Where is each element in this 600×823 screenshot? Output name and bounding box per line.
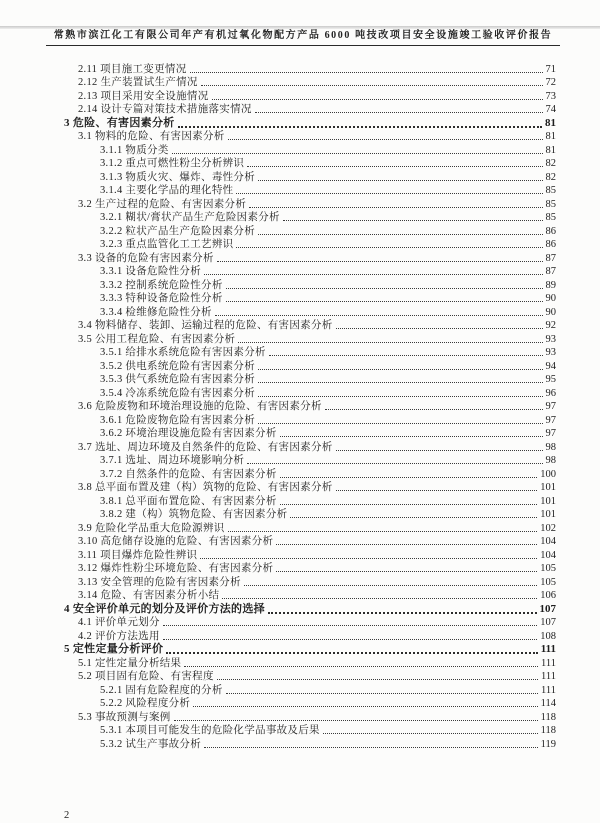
- toc-entry-page: 90: [545, 293, 556, 304]
- toc-entry-label: 3.10 高危储存设施的危险、有害因素分析: [78, 536, 274, 547]
- toc-entry-page: 104: [540, 549, 556, 561]
- toc-entry-page: 101: [540, 509, 556, 520]
- toc-leader-dots: [178, 126, 542, 128]
- toc-entry: [100, 346, 556, 360]
- toc-entry: [78, 575, 556, 589]
- toc-leader-dots: [217, 261, 543, 262]
- toc-entry: [100, 737, 556, 751]
- toc-entry-page: 111: [540, 643, 556, 655]
- toc-entry-page: 111: [541, 671, 556, 682]
- toc-entry-page: 87: [545, 252, 556, 264]
- toc-entry-label: 3 危险、有害因素分析: [64, 116, 175, 129]
- toc-leader-dots: [217, 679, 538, 680]
- document-page: [0, 26, 600, 821]
- toc-entry-label: 5.3 事故预测与案例: [78, 711, 171, 723]
- toc-entry-label: 5.2 项目固有危险、有害程度: [78, 671, 214, 682]
- toc-entry-label: 5.1 定性定量分析结果: [78, 657, 182, 669]
- toc-entry: [78, 521, 556, 535]
- toc-entry: [100, 373, 556, 387]
- toc-entry-label: 3.1.4 主要化学品的理化特性: [100, 185, 234, 196]
- scan-edge-top: [0, 26, 600, 29]
- toc-entry-label: 3.5.3 供气系统危险有害因素分析: [100, 374, 256, 385]
- toc-entry-label: 3.5.4 冷冻系统危险有害因素分析: [100, 387, 256, 399]
- toc-entry-page: 85: [545, 212, 556, 223]
- toc-entry-label: 5.2.2 风险程度分析: [100, 698, 191, 709]
- toc-entry-page: 93: [545, 347, 556, 358]
- toc-entry: [100, 184, 556, 198]
- toc-entry-page: 101: [540, 482, 556, 493]
- toc-entry-page: 94: [545, 360, 556, 372]
- toc-entry-label: 3.1.1 物质分类: [100, 144, 169, 156]
- toc-entry-label: 2.12 生产装置试生产情况: [78, 77, 198, 88]
- toc-entry: [78, 481, 556, 495]
- toc-entry: [78, 670, 556, 684]
- toc-entry-page: 107: [540, 617, 556, 628]
- toc-leader-dots: [174, 720, 538, 721]
- page-number: 2: [64, 810, 70, 821]
- toc-entry: [78, 629, 556, 643]
- toc-entry-page: 85: [545, 185, 556, 196]
- toc-leader-dots: [222, 598, 537, 599]
- toc-entry-label: 3.5.2 供电系统危险有害因素分析: [100, 360, 256, 372]
- toc-entry-label: 3.11 项目爆炸危险性辨识: [78, 549, 198, 561]
- toc-entry-label: 5.3.2 试生产事故分析: [100, 738, 202, 750]
- toc-entry: [100, 724, 556, 738]
- toc-entry: [64, 643, 556, 657]
- toc-entry: [78, 548, 556, 562]
- toc-leader-dots: [258, 369, 542, 370]
- toc-entry: [100, 683, 556, 697]
- toc-entry-page: 93: [545, 333, 556, 345]
- toc-entry: [78, 197, 556, 211]
- toc-entry: [100, 467, 556, 481]
- toc-entry: [78, 440, 556, 454]
- toc-leader-dots: [228, 139, 543, 140]
- toc-entry-label: 3.6.2 环境治理设施危险有害因素分析: [100, 428, 277, 439]
- toc-leader-dots: [249, 207, 542, 208]
- toc-entry-label: 4.1 评价单元划分: [78, 617, 160, 628]
- toc-leader-dots: [201, 85, 543, 86]
- toc-entry: [100, 413, 556, 427]
- toc-entry: [78, 535, 556, 549]
- toc-entry-page: 97: [545, 414, 556, 426]
- toc-leader-dots: [325, 409, 543, 410]
- toc-entry-label: 3.7.2 自然条件的危险、有害因素分析: [100, 468, 277, 480]
- toc-entry: [78, 616, 556, 630]
- toc-entry-label: 3.13 安全管理的危险有害因素分析: [78, 576, 241, 588]
- toc-entry-label: 2.14 设计专篇对策技术措施落实情况: [78, 104, 252, 115]
- toc-leader-dots: [200, 558, 537, 559]
- toc-entry-label: 3.2.2 粒状产品生产危险因素分析: [100, 225, 256, 237]
- toc-entry-page: 118: [540, 725, 556, 736]
- toc-entry: [100, 697, 556, 711]
- toc-entry: [100, 224, 556, 238]
- toc-leader-dots: [283, 220, 543, 221]
- toc-entry-label: 3.5.1 给排水系统危险有害因素分析: [100, 347, 266, 358]
- toc-entry-label: 3.14 危险、有害因素分析小结: [78, 590, 220, 601]
- toc-entry: [100, 265, 556, 279]
- report-header-title: 常熟市滨江化工有限公司年产有机过氧化物配方产品 6000 吨技改项目安全设施竣工验收评价报告: [46, 26, 560, 46]
- toc-entry: [78, 76, 556, 90]
- toc-leader-dots: [163, 625, 538, 626]
- toc-entry: [100, 359, 556, 373]
- toc-entry-label: 2.13 项目采用安全设施情况: [78, 90, 209, 102]
- toc-entry-page: 102: [540, 522, 556, 534]
- toc-leader-dots: [204, 274, 542, 275]
- toc-entry-page: 86: [545, 239, 556, 250]
- toc-entry-page: 92: [545, 320, 556, 331]
- toc-entry-page: 81: [545, 144, 556, 156]
- toc-entry: [78, 89, 556, 103]
- toc-entry-page: 97: [545, 401, 556, 412]
- toc-entry-page: 90: [545, 306, 556, 318]
- toc-entry-page: 97: [545, 428, 556, 439]
- toc-entry: [100, 157, 556, 171]
- toc-leader-dots: [258, 396, 542, 397]
- toc-entry-label: 3.3.1 设备危险性分析: [100, 266, 202, 277]
- toc-leader-dots: [172, 153, 543, 154]
- toc-leader-dots: [247, 463, 542, 464]
- toc-entry-label: 3.3.3 特种设备危险性分析: [100, 293, 223, 304]
- toc-entry-label: 3.9 危险化学品重大危险源辨识: [78, 522, 225, 534]
- toc-leader-dots: [269, 355, 543, 356]
- toc-leader-dots: [236, 247, 542, 248]
- toc-entry-label: 3.1.2 重点可燃性粉尘分析辨识: [100, 158, 245, 169]
- toc-entry-page: 119: [540, 738, 556, 750]
- toc-entry: [100, 170, 556, 184]
- toc-entry: [78, 656, 556, 670]
- toc-entry-page: 98: [545, 441, 556, 453]
- toc-leader-dots: [258, 180, 542, 181]
- toc-entry-label: 3.3.4 检维修危险性分析: [100, 306, 212, 318]
- toc-entry-page: 108: [540, 630, 556, 642]
- toc-entry-label: 3.3 设备的危险有害因素分析: [78, 252, 214, 264]
- toc-leader-dots: [163, 639, 538, 640]
- toc-entry: [78, 103, 556, 117]
- toc-leader-dots: [258, 382, 542, 383]
- toc-entry-label: 2.11 项目施工变更情况: [78, 63, 187, 75]
- toc-entry-page: 95: [545, 374, 556, 385]
- toc-entry-label: 3.3.2 控制系统危险性分析: [100, 279, 223, 291]
- toc-leader-dots: [247, 166, 542, 167]
- toc-entry-label: 3.6.1 危险废物危险有害因素分析: [100, 414, 256, 426]
- toc-entry: [78, 62, 556, 76]
- toc-entry: [100, 386, 556, 400]
- toc-entry: [100, 427, 556, 441]
- toc-leader-dots: [323, 733, 538, 734]
- toc-entry: [78, 130, 556, 144]
- toc-entry: [78, 251, 556, 265]
- toc-entry-label: 5.2.1 固有危险程度的分析: [100, 684, 223, 696]
- toc-entry-page: 81: [545, 131, 556, 142]
- toc-entry-page: 96: [545, 387, 556, 399]
- toc-entry: [100, 143, 556, 157]
- toc-leader-dots: [226, 693, 538, 694]
- toc-entry-label: 3.7 选址、周边环境及自然条件的危险、有害因素分析: [78, 441, 333, 453]
- toc-entry-page: 82: [545, 171, 556, 183]
- toc-entry-label: 3.1.3 物质火灾、爆炸、毒性分析: [100, 171, 256, 183]
- toc-entry-label: 3.8.1 总平面布置危险、有害因素分析: [100, 495, 277, 507]
- toc-leader-dots: [268, 612, 537, 614]
- toc-leader-dots: [193, 706, 537, 707]
- toc-entry-page: 98: [545, 455, 556, 466]
- toc-leader-dots: [226, 301, 543, 302]
- toc-leader-dots: [166, 652, 537, 654]
- toc-leader-dots: [226, 288, 543, 289]
- toc-entry-page: 100: [540, 468, 556, 480]
- toc-entry-page: 82: [545, 158, 556, 169]
- toc-entry: [100, 494, 556, 508]
- toc-entry: [100, 454, 556, 468]
- toc-entry: [78, 319, 556, 333]
- toc-leader-dots: [236, 193, 542, 194]
- toc-entry: [100, 292, 556, 306]
- toc-entry-label: 3.4 物料储存、装卸、运输过程的危险、有害因素分析: [78, 320, 333, 331]
- toc-entry-page: 106: [540, 590, 556, 601]
- toc-entry-label: 3.12 爆炸性粉尘环境危险、有害因素分析: [78, 563, 274, 574]
- toc-entry-page: 86: [545, 225, 556, 237]
- toc-leader-dots: [212, 99, 543, 100]
- toc-entry-label: 3.6 危险废物和环境治理设施的危险、有害因素分析: [78, 401, 322, 412]
- toc-entry-label: 3.8.2 建（构）筑物危险、有害因素分析: [100, 509, 288, 520]
- toc-entry: [78, 562, 556, 576]
- toc-leader-dots: [204, 747, 538, 748]
- toc-leader-dots: [280, 504, 538, 505]
- toc-entry: [100, 278, 556, 292]
- toc-entry-page: 111: [541, 684, 556, 696]
- toc-entry-page: 101: [540, 495, 556, 507]
- toc-entry: [100, 238, 556, 252]
- toc-entry-page: 114: [540, 698, 556, 709]
- toc-entry-label: 3.8 总平面布置及建（构）筑物的危险、有害因素分析: [78, 482, 333, 493]
- toc-entry: [64, 116, 556, 130]
- toc-leader-dots: [215, 315, 543, 316]
- toc-entry-page: 87: [545, 266, 556, 277]
- toc-entry-label: 3.1 物料的危险、有害因素分析: [78, 131, 225, 142]
- toc-entry-page: 104: [540, 536, 556, 547]
- toc-entry-page: 118: [540, 711, 556, 723]
- toc-entry-page: 72: [545, 77, 556, 88]
- toc-list: [0, 62, 600, 751]
- toc-entry: [100, 211, 556, 225]
- toc-leader-dots: [184, 666, 538, 667]
- toc-entry-page: 73: [545, 90, 556, 102]
- toc-entry-page: 111: [541, 657, 556, 669]
- toc-entry-label: 3.2 生产过程的危险、有害因素分析: [78, 198, 247, 210]
- toc-entry: [78, 710, 556, 724]
- toc-entry-page: 105: [540, 563, 556, 574]
- toc-entry-label: 3.2.1 糊状/膏状产品生产危险因素分析: [100, 212, 280, 223]
- toc-entry: [78, 589, 556, 603]
- toc-leader-dots: [290, 517, 537, 518]
- toc-leader-dots: [258, 423, 542, 424]
- toc-entry: [64, 602, 556, 616]
- toc-entry-page: 71: [545, 63, 556, 75]
- toc-leader-dots: [276, 571, 537, 572]
- toc-leader-dots: [255, 112, 543, 113]
- toc-entry-label: 3.5 公用工程危险、有害因素分析: [78, 333, 236, 345]
- toc-leader-dots: [336, 328, 543, 329]
- toc-leader-dots: [244, 585, 537, 586]
- toc-entry-label: 5 定性定量分析评价: [64, 643, 164, 655]
- toc-entry-page: 105: [540, 576, 556, 588]
- toc-leader-dots: [276, 544, 537, 545]
- toc-entry-page: 81: [545, 116, 556, 129]
- toc-entry-page: 74: [545, 104, 556, 115]
- toc-entry-label: 4.2 评价方法选用: [78, 630, 160, 642]
- toc-entry-label: 3.7.1 选址、周边环境影响分析: [100, 455, 245, 466]
- toc-leader-dots: [336, 490, 538, 491]
- toc-leader-dots: [336, 450, 543, 451]
- toc-entry-page: 107: [539, 602, 556, 615]
- toc-entry: [78, 400, 556, 414]
- toc-entry-label: 3.2.3 重点监管化工工艺辨识: [100, 239, 234, 250]
- toc-entry: [100, 508, 556, 522]
- toc-entry-label: 4 安全评价单元的划分及评价方法的选择: [64, 602, 265, 615]
- toc-leader-dots: [280, 436, 543, 437]
- toc-entry: [78, 332, 556, 346]
- toc-entry: [100, 305, 556, 319]
- toc-entry-label: 5.3.1 本项目可能发生的危险化学品事故及后果: [100, 725, 320, 736]
- toc-entry-page: 85: [545, 198, 556, 210]
- toc-leader-dots: [258, 234, 542, 235]
- toc-leader-dots: [190, 72, 543, 73]
- toc-entry-page: 89: [545, 279, 556, 291]
- toc-leader-dots: [280, 477, 538, 478]
- toc-leader-dots: [238, 342, 542, 343]
- toc-leader-dots: [228, 531, 538, 532]
